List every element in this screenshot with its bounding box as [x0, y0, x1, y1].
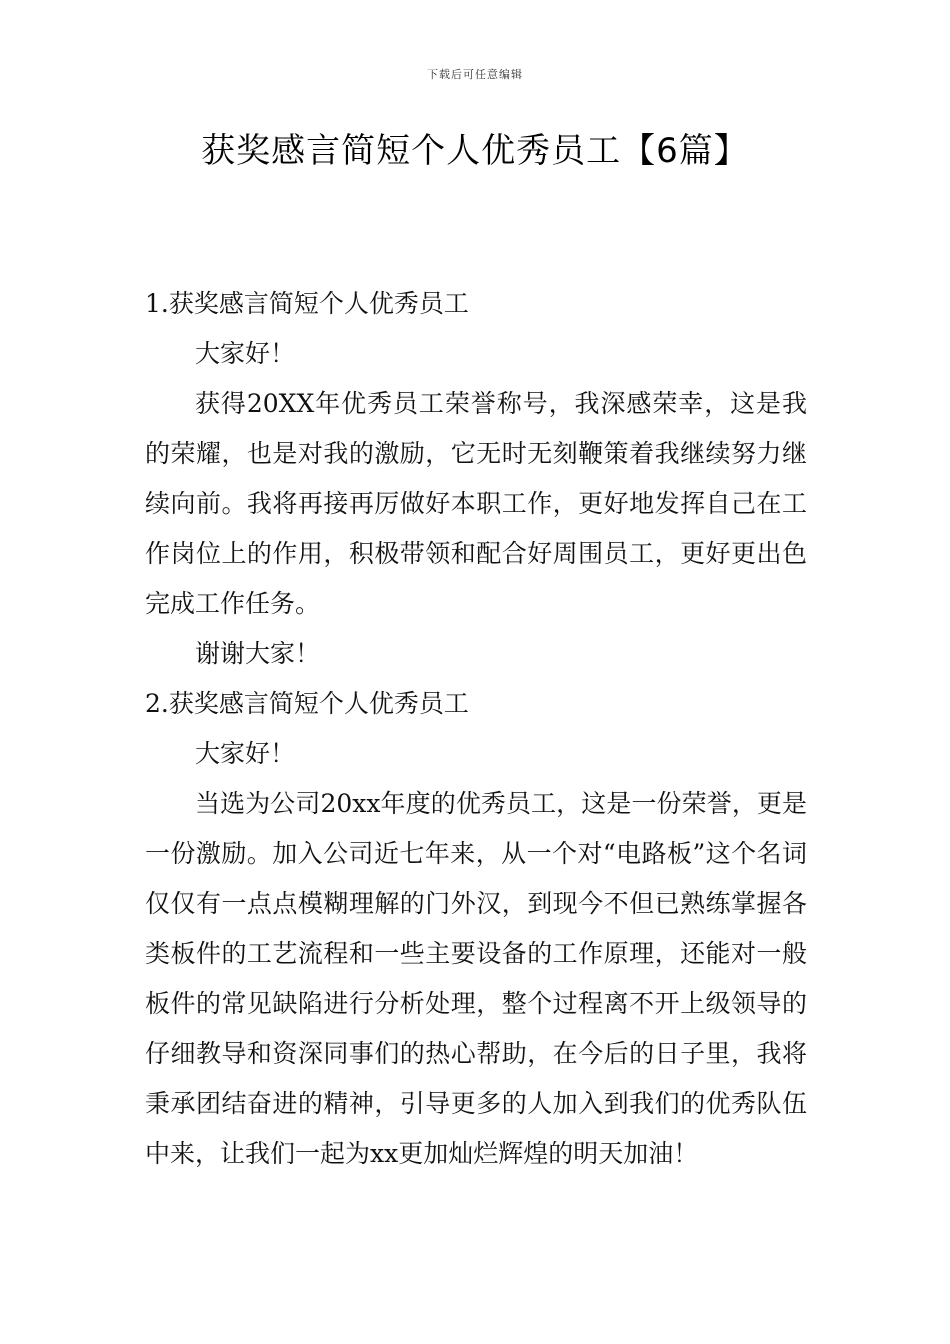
- section-1-greeting: 大家好！: [195, 339, 296, 368]
- section-2-greeting: 大家好！: [195, 739, 296, 768]
- section-1-closing: 谢谢大家！: [195, 639, 321, 668]
- section-2-body-paragraph: 当选为公司20xx年度的优秀员工，这是一份荣誉，更是一份激励。加入公司近七年来，从一个对“电路板”这个名词仅仅有一点点模糊理解的门外汉，到现今不但已熟练掌握各类板件的工艺流程和一些主要设备的工作原理，还能对一般板件的常见缺陷进行分析处理，整个过程离不开上级领导的仔细教导和资深同事们的热心帮助，在今后的日子里，我将秉承团结奋进的精神，引导更多的人加入到我们的优秀队伍中来，让我们一起为xx更加灿烂辉煌的明天加油！: [145, 789, 807, 1168]
- document-title: 获奖感言简短个人优秀员工【6篇】: [201, 131, 749, 171]
- section-1-heading: 1.获奖感言简短个人优秀员工: [145, 289, 469, 318]
- section-1-body-paragraph: 获得20XX年优秀员工荣誉称号，我深感荣幸，这是我的荣耀，也是对我的激励，它无时无刻鞭策着我继续努力继续向前。我将再接再厉做好本职工作，更好地发挥自己在工作岗位上的作用，积极带领和配合好周围员工，更好更出色完成工作任务。: [145, 389, 807, 618]
- document-body: [145, 279, 807, 1179]
- section-2-heading: 2.获奖感言简短个人优秀员工: [145, 689, 469, 718]
- header-note: 下载后可任意编辑: [427, 68, 523, 81]
